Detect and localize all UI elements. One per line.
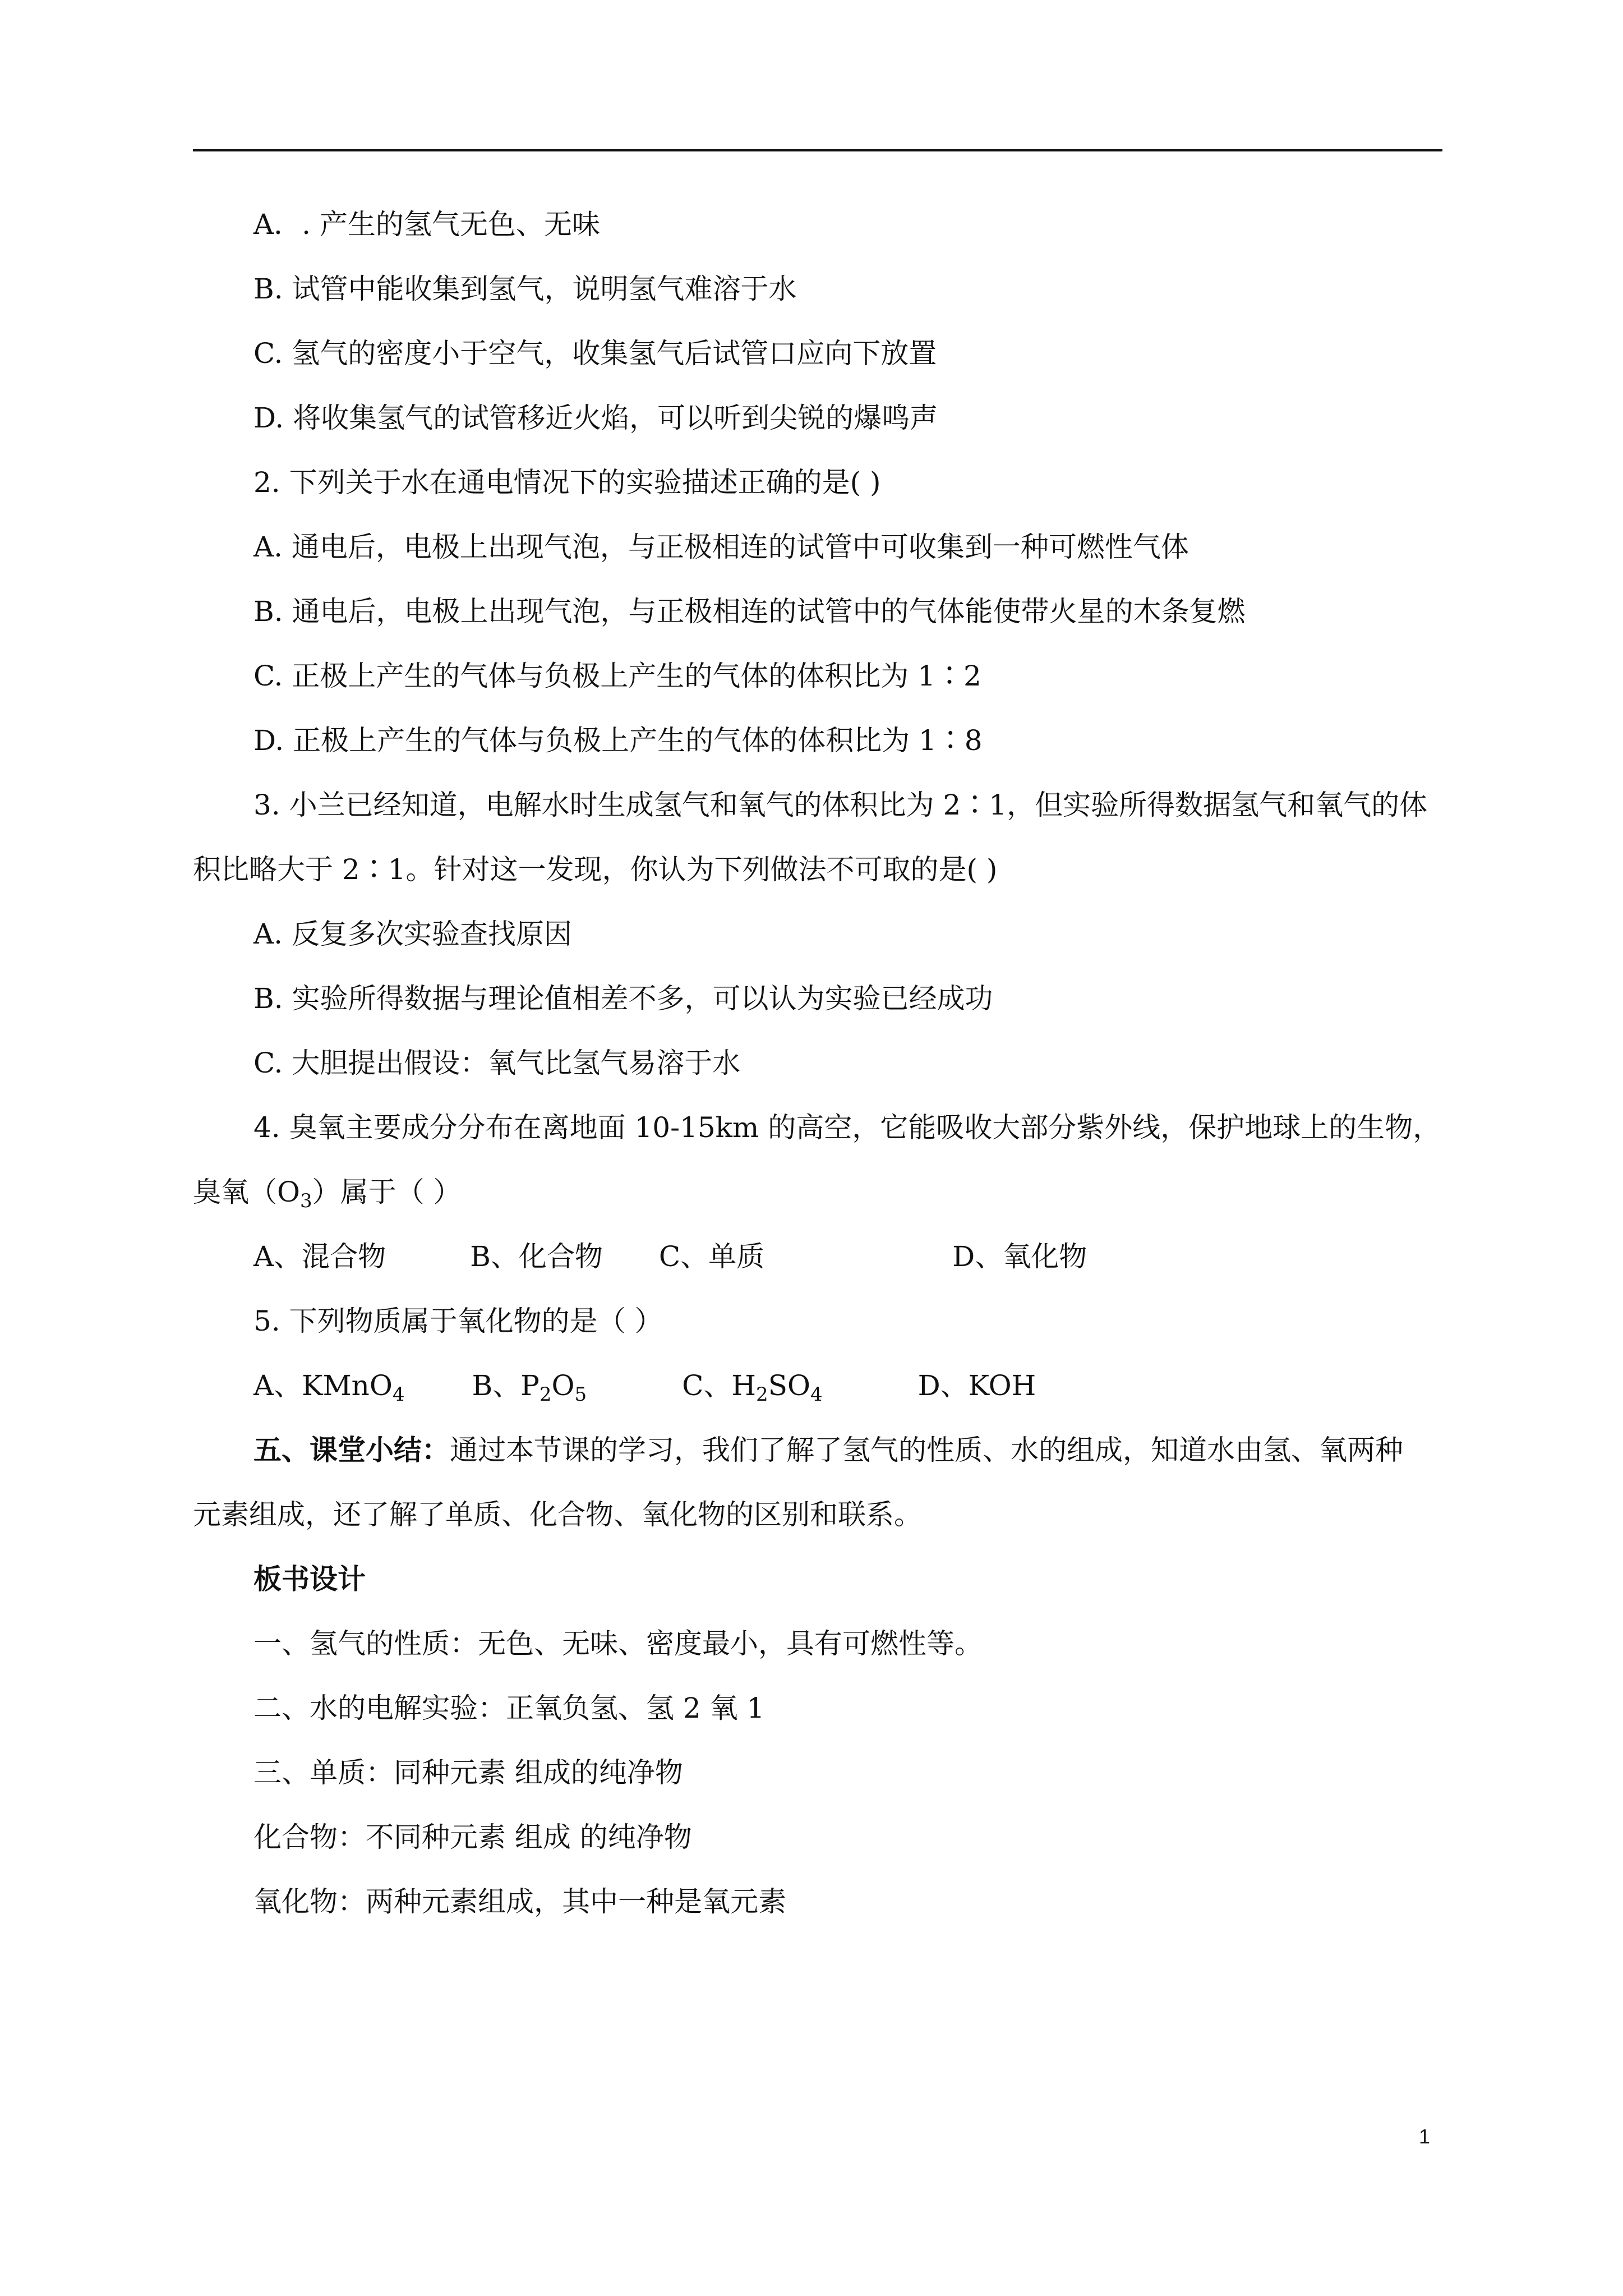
summary-heading: 五、课堂小结：	[253, 1433, 450, 1466]
q5-a-sub: 4	[392, 1383, 405, 1406]
q5-option-c	[682, 1369, 823, 1406]
q2-option-c: C. 正极上产生的气体与负极上产生的气体的体积比为 1∶2	[253, 660, 981, 692]
q1-option-c: C. 氢气的密度小于空气，收集氢气后试管口应向下放置	[253, 337, 937, 370]
summary-line1	[253, 1433, 1403, 1467]
q2-option-a: A. 通电后，电极上出现气泡，与正极相连的试管中可收集到一种可燃性气体	[253, 531, 1189, 563]
q5-stem: 5. 下列物质属于氧化物的是（ ）	[253, 1305, 663, 1337]
q4-option-d: D、氧化物	[952, 1240, 1087, 1273]
board-line4: 化合物：不同种元素 组成 的纯净物	[253, 1821, 692, 1853]
q1-option-d: D. 将收集氢气的试管移近火焰，可以听到尖锐的爆鸣声	[253, 402, 938, 434]
q5-a-text: A、KMnO	[253, 1369, 393, 1402]
q5-c-mid: SO	[768, 1369, 810, 1402]
q4-option-b: B、化合物	[470, 1240, 603, 1273]
q5-b-mid: O	[551, 1369, 575, 1402]
summary-text-line2: 元素组成，还了解了单质、化合物、氧化物的区别和联系。	[193, 1498, 922, 1531]
page-number: 1	[1419, 2125, 1431, 2148]
q5-c-sub2: 4	[810, 1383, 823, 1406]
board-heading: 板书设计	[253, 1562, 366, 1595]
q4-options	[253, 1240, 1087, 1273]
q4-stem-post: ）属于（ ）	[312, 1176, 462, 1208]
q4-stem-line1: 4. 臭氧主要成分分布在离地面 10-15km 的高空，它能吸收大部分紫外线，保护地球上的生物，	[253, 1111, 1441, 1144]
q4-stem-sub: 3	[300, 1190, 312, 1212]
q3-stem-line1: 3. 小兰已经知道，电解水时生成氢气和氧气的体积比为 2∶1，但实验所得数据氢气和氧气的体	[253, 789, 1428, 821]
q5-c-sub1: 2	[756, 1383, 768, 1406]
q1-option-a: A．. 产生的氢气无色、无味	[253, 208, 600, 241]
board-line1: 一、氢气的性质：无色、无味、密度最小，具有可燃性等。	[253, 1627, 983, 1660]
q3-option-c: C. 大胆提出假设：氧气比氢气易溶于水	[253, 1047, 741, 1079]
q3-option-b: B. 实验所得数据与理论值相差不多，可以认为实验已经成功	[253, 982, 993, 1015]
q5-c-text: C、H	[682, 1369, 757, 1402]
q1-option-b: B. 试管中能收集到氢气，说明氢气难溶于水	[253, 273, 797, 305]
q2-option-d: D. 正极上产生的气体与负极上产生的气体的体积比为 1∶8	[253, 724, 983, 757]
q3-option-a: A. 反复多次实验查找原因	[253, 918, 572, 950]
q3-stem-line2: 积比略大于 2∶1。针对这一发现，你认为下列做法不可取的是( )	[193, 853, 998, 886]
q5-option-b	[472, 1369, 587, 1406]
header-rule	[193, 149, 1442, 151]
board-line5: 氧化物：两种元素组成，其中一种是氧元素	[253, 1885, 786, 1918]
board-line2: 二、水的电解实验：正氧负氢、氢 2 氧 1	[253, 1692, 765, 1724]
q4-stem-line2	[193, 1175, 462, 1212]
q4-option-c: C、单质	[658, 1240, 765, 1273]
q5-b-sub2: 5	[574, 1383, 587, 1406]
q5-option-d: D、KOH	[917, 1369, 1036, 1402]
summary-text-line1: 通过本节课的学习，我们了解了氢气的性质、水的组成，知道水由氢、氧两种	[450, 1434, 1403, 1466]
q2-stem: 2. 下列关于水在通电情况下的实验描述正确的是( )	[253, 466, 881, 499]
q5-options	[253, 1369, 1036, 1406]
q5-b-sub1: 2	[539, 1383, 552, 1406]
q2-option-b: B. 通电后，电极上出现气泡，与正极相连的试管中的气体能使带火星的木条复燃	[253, 595, 1246, 628]
board-line3: 三、单质：同种元素 组成的纯净物	[253, 1756, 683, 1789]
q5-b-text: B、P	[472, 1369, 540, 1402]
q4-stem-pre: 臭氧（O	[193, 1176, 300, 1208]
q5-option-a	[253, 1369, 405, 1406]
q4-option-a: A、混合物	[253, 1240, 386, 1273]
